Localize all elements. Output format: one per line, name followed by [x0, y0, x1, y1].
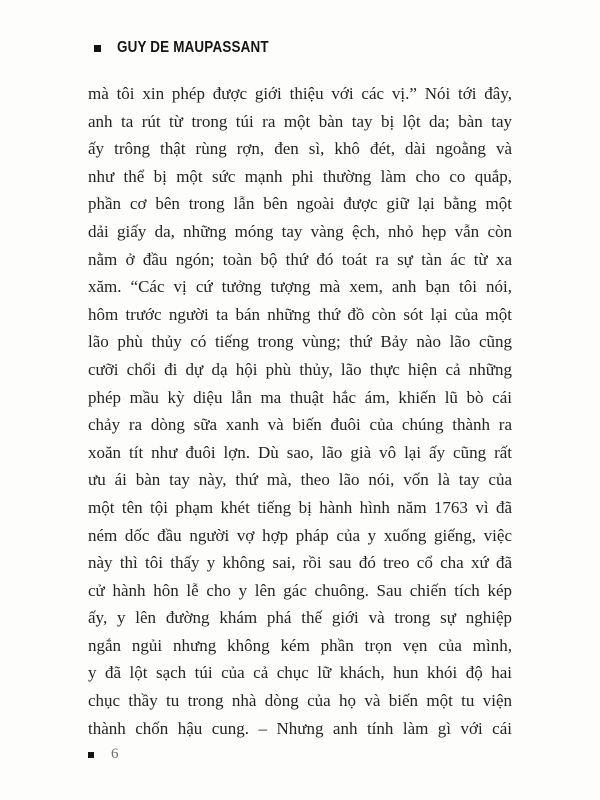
text-line: này thì tôi thấy y không sai, rồi sau đó treo cổ cha xứ đã — [88, 553, 512, 573]
text-line: ưu ái bàn tay này, thứ mà, theo lão nói, vốn là tay của — [88, 470, 512, 490]
page-header — [94, 39, 298, 57]
square-bullet-icon — [94, 45, 101, 52]
text-line: ngắn ngủi nhưng không kém phần trọn vẹn của mình, — [88, 635, 512, 655]
text-line: cử hành hôn lễ cho y lên gác chuông. Sau chiến tích kép — [88, 580, 512, 600]
text-line: hôm trước người ta bán những thứ đồ còn sót lại của một — [88, 304, 512, 324]
page-number: 6 — [111, 746, 119, 762]
text-line: phần cơ bên trong lẫn bên ngoài được giữ lại bằng một — [88, 194, 512, 214]
text-line: thành chốn hậu cung. – Nhưng anh tính làm gì với cái — [88, 718, 512, 738]
text-line: lão phù thủy có tiếng trong vùng; thứ Bảy nào lão cũng — [88, 332, 512, 352]
page-footer — [88, 746, 119, 763]
text-line: phép mầu kỳ diệu lẫn ma thuật hắc ám, khiến lũ bò cái — [88, 387, 512, 407]
text-line: chảy ra dòng sữa xanh và biến đuôi của chúng thành ra — [88, 415, 512, 435]
text-line: ấy, y lên đường khám phá thế giới và trong sự nghiệp — [88, 608, 512, 628]
text-line: dải giấy da, những móng tay vàng ệch, nhỏ hẹp vẫn còn — [88, 221, 512, 241]
square-bullet-icon — [88, 752, 94, 758]
text-line: nằm ở đầu ngón; toàn bộ thứ đó toát ra sự tàn ác từ xa — [88, 249, 512, 269]
text-line: anh ta rút từ trong túi ra một bàn tay bị lột da; bàn tay — [88, 111, 512, 131]
author-name: GUY DE MAUPASSANT — [117, 39, 269, 56]
text-line: y đã lột sạch túi của cả chục lữ khách, hun khói độ hai — [88, 663, 512, 683]
body-paragraph — [88, 80, 512, 742]
text-line: một tên tội phạm khét tiếng bị hành hình năm 1763 vì đã — [88, 497, 512, 517]
text-line: mà tôi xin phép được giới thiệu với các vị.” Nói tới đây, — [88, 84, 512, 103]
text-line: xoăn tít như đuôi lợn. Dù sao, lão già vô lại ấy cũng rất — [88, 442, 512, 462]
text-line: xăm. “Các vị cứ tưởng tượng mà xem, anh bạn tôi nói, — [88, 277, 512, 297]
text-line: chục thầy tu trong nhà dòng của họ và biến một tu viện — [88, 691, 512, 711]
text-line: ném dốc đầu người vợ hợp pháp của y xuống giếng, việc — [88, 525, 512, 545]
text-line: ấy trông thật rùng rợn, đen sì, khô đét, dài ngoằng và — [88, 139, 512, 159]
text-line: như thể bị một sức mạnh phi thường làm cho co quắp, — [88, 166, 512, 186]
text-line: cưỡi chổi đi dự dạ hội phù thủy, lão thực hiện cả những — [88, 359, 512, 379]
